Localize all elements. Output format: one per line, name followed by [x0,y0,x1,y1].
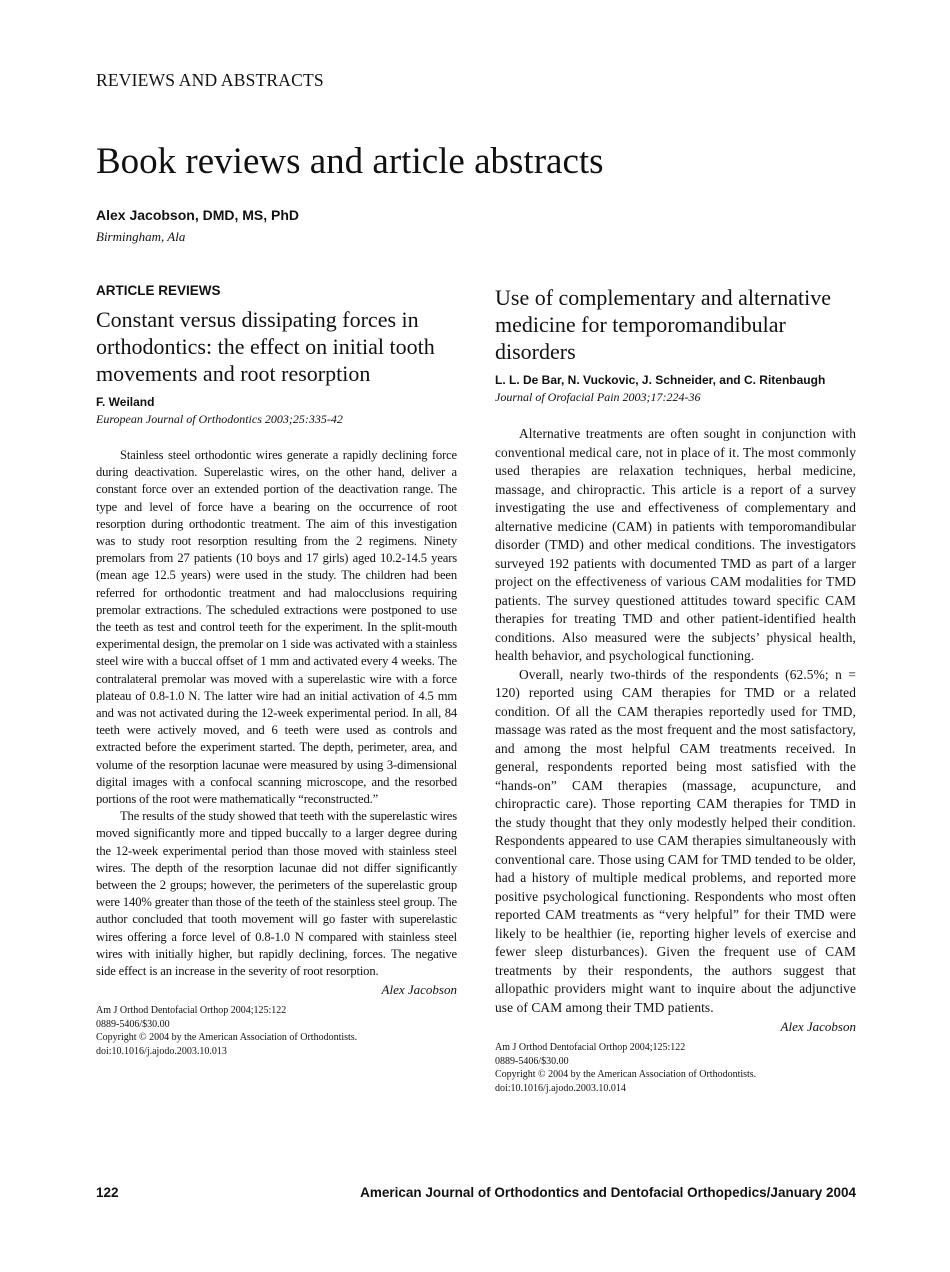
right-citation: Am J Orthod Dentofacial Orthop 2004;125:122 [495,1042,686,1053]
right-doi: doi:10.1016/j.ajodo.2003.10.014 [495,1082,626,1094]
left-article [96,283,457,1058]
journal-issue: American Journal of Orthodontics and Dentofacial Orthopedics/January 2004 [360,1185,856,1200]
right-copyright: Copyright © 2004 by the American Association of Orthodontists. [495,1069,757,1080]
author-location: Birmingham, Ala [96,229,186,244]
author-name: Alex Jacobson, DMD, MS, PhD [96,207,300,223]
right-article-authors: L. L. De Bar, N. Vuckovic, J. Schneider, and C. Ritenbaugh [495,373,826,387]
left-article-body [96,447,457,980]
page-title: Book reviews and article abstracts [96,141,604,182]
left-issn: 0889-5406/$30.00 [96,1018,170,1030]
right-footnote [495,1041,856,1095]
article-reviews-heading: ARTICLE REVIEWS [96,283,221,298]
left-footnote [96,1004,457,1058]
right-paragraph-1: Alternative treatments are often sought in conjunction with conventional medical care, not in place of it. The most commonly used therapies are relaxation techniques, herbal medicine, massage, and chiropractic. This article is a report of a survey investigating the use and effectiveness of complementary and alternative medicine (CAM) in patients with temporomandibular disorder (TMD) and other medical conditions. The investigators surveyed 192 patients with documented TMD as part of a larger project on the effectiveness of various CAM modalities for TMD patients. The survey questioned attitudes toward specific CAM therapies for treating TMD and other patient-identified health conditions. Also measured were the subjects’ physical health, health behavior, and psychological functioning. [495,426,856,663]
right-article-title: Use of complementary and alternative medicine for temporomandibular disorders [495,285,831,364]
section-label: REVIEWS AND ABSTRACTS [96,70,324,90]
left-article-title: Constant versus dissipating forces in orthodontics: the effect on initial tooth movements and root resorption [96,307,435,386]
right-signature: Alex Jacobson [780,1019,856,1034]
right-article [495,283,856,1095]
left-paragraph-1: Stainless steel orthodontic wires generate a rapidly declining force during deactivation. Superelastic wires, on the other hand, deliver a constant force over an extended portion of the deactivation range. The type and level of force have a bearing on the occurrence of root resorption during orthodontic treatment. The aim of this investigation was to study root resorption resulting from the 2 regimens. Ninety premolars from 27 patients (10 boys and 17 girls) aged 10.2-14.5 years (mean age 12.5 years) were used in the study. The children had been referred for orthodontic treatment and had malocclusions requiring premolar extractions. The scheduled extractions were postponed to use the teeth as test and control teeth for the experiment. In the split-mouth experimental design, the premolar on 1 side was activated with a stainless steel wire with a buccal offset of 1 mm and activated every 4 weeks. The contralateral premolar was moved with a superelastic wire with a force plateau of 0.8-1.0 N. The latter wire had an initial activation of 4.5 mm and was not activated during the 12-week experimental period. In all, 84 teeth were actively moved, and 6 teeth were used as controls and extracted before the experiment started. The depth, perimeter, area, and volume of the resorption lacunae were measured by using 3-dimensional digital images with a confocal scanning microscope, and the resorbed portions of the root were mathematically “reconstructed.” [96,448,458,807]
right-article-journal: Journal of Orofacial Pain 2003;17:224-36 [495,390,701,404]
left-article-journal: European Journal of Orthodontics 2003;25:335-42 [96,412,343,426]
left-signature: Alex Jacobson [381,982,457,998]
right-issn: 0889-5406/$30.00 [495,1055,569,1067]
right-paragraph-2: Overall, nearly two-thirds of the respondents (62.5%; n = 120) reported using CAM therapies for TMD or a related condition. Of all the CAM therapies reportedly used for TMD, massage was rated as the most frequent and the most satisfactory, and among the most helpful CAM treatments received. In general, respondents reported being most satisfied with the “hands-on” CAM therapies (massage, acupuncture, and chiropractic care). Those reporting CAM therapies for TMD in the study thought that they only modestly helped their condition. Respondents appeared to use CAM therapies simultaneously with conventional care. Those using CAM for TMD tended to be older, had a history of multiple medical problems, and reported more positive psychological functioning. Respondents who most often reported CAM treatments as “very helpful” for their TMD were likely to be healthier (ie, reporting higher levels of exercise and fewer sleep disturbances). Given the frequent use of CAM treatments by their respondents, the authors suggest that allopathic providers might want to inquire about the adjunctive use of CAM among their TMD patients. [495,666,856,1015]
left-citation: Am J Orthod Dentofacial Orthop 2004;125:122 [96,1005,287,1017]
left-copyright: Copyright © 2004 by the American Association of Orthodontists. [96,1032,358,1044]
left-paragraph-2: The results of the study showed that teeth with the superelastic wires moved significantly more and tipped buccally to a larger degree during the 12-week experimental period than those moved with stainless steel wires. The depth of the resorption lacunae did not differ significantly between the 2 groups; however, the perimeters of the superelastic group were 140% greater than those of the teeth of the stainless steel group. The author concluded that tooth movement will go faster with superelastic wires offering a force level of 0.8-1.0 N compared with stainless steel wires with initially higher, but rapidly declining, forces. The negative side effect is an increase in the severity of root resorption. [96,809,457,979]
left-article-authors: F. Weiland [96,395,155,409]
left-doi: doi:10.1016/j.ajodo.2003.10.013 [96,1045,227,1057]
right-article-body [495,425,856,1017]
page-number: 122 [96,1185,119,1200]
page-footer [96,1185,856,1200]
